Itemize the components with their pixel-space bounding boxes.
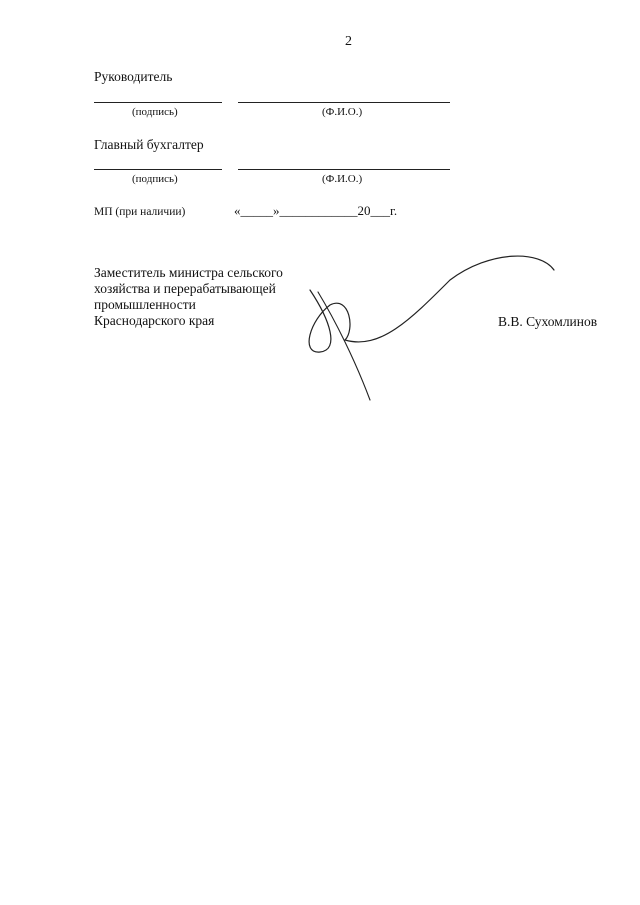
accountant-title: Главный бухгалтер bbox=[94, 137, 204, 152]
accountant-signature-line bbox=[94, 169, 222, 170]
signatory-position-line: хозяйства и перерабатывающей bbox=[94, 281, 276, 296]
signatory-position bbox=[94, 265, 334, 329]
head-name-caption: (Ф.И.О.) bbox=[322, 106, 363, 118]
signatory-name: В.В. Сухомлинов bbox=[498, 314, 598, 329]
signatory-position-line: промышленности bbox=[94, 297, 196, 312]
stamp-label: МП (при наличии) bbox=[94, 206, 186, 218]
accountant-name-caption: (Ф.И.О.) bbox=[322, 173, 363, 185]
date-field: «_____»____________20___г. bbox=[234, 203, 398, 218]
accountant-name-line bbox=[238, 169, 450, 170]
accountant-signature-caption: (подпись) bbox=[132, 173, 178, 185]
signatory-position-line: Краснодарского края bbox=[94, 313, 215, 328]
head-signature-caption: (подпись) bbox=[132, 106, 178, 118]
head-signature-line bbox=[94, 102, 222, 103]
page-number: 2 bbox=[345, 34, 352, 49]
head-title: Руководитель bbox=[94, 69, 173, 84]
head-name-line bbox=[238, 102, 450, 103]
signatory-position-line: Заместитель министра сельского bbox=[94, 265, 283, 280]
